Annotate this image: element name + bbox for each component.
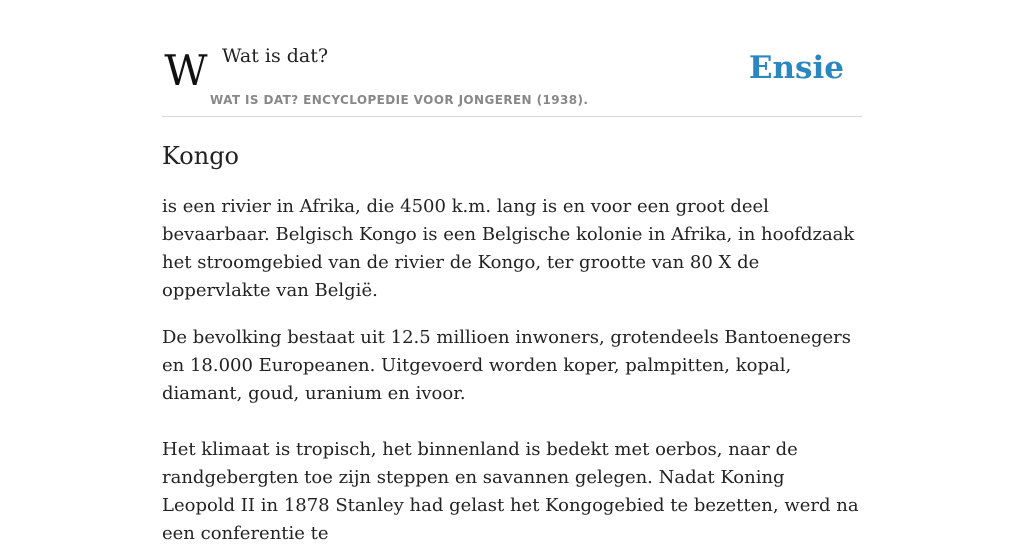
wikipedia-w-icon[interactable] bbox=[164, 52, 208, 90]
brand-logo[interactable]: Ensie bbox=[748, 50, 844, 86]
article-paragraph: is een rivier in Afrika, die 4500 k.m. lang is en voor een groot deel bevaarbaar. Belgisch Kongo is een Belgische kolonie in Afrika, in hoofdzaak het stroomgebied van de rivier de Kongo, ter grootte van 80 X de oppervlakte van België. bbox=[162, 196, 855, 301]
svg-text:W: W bbox=[164, 52, 208, 90]
site-subtitle: WAT IS DAT? ENCYCLOPEDIE VOOR JONGEREN (1938). bbox=[210, 93, 589, 107]
site-header bbox=[162, 0, 862, 117]
article-paragraph: De bevolking bestaat uit 12.5 millioen inwoners, grotendeels Bantoenegers en 18.000 Europeanen. Uitgevoerd worden koper, palmpitten, kopal, diamant, goud, uranium en ivoor. bbox=[162, 327, 851, 404]
page bbox=[162, 0, 862, 548]
site-title[interactable]: Wat is dat? bbox=[222, 45, 329, 67]
article-paragraph: Het klimaat is tropisch, het binnenland is bedekt met oerbos, naar de randgebergten toe zijn steppen en savannen gelegen. Nadat Koning Leopold II in 1878 Stanley had gelast het Kongogebied te bezetten, werd na een conferentie te bbox=[162, 439, 859, 544]
article-title: Kongo bbox=[162, 142, 240, 170]
